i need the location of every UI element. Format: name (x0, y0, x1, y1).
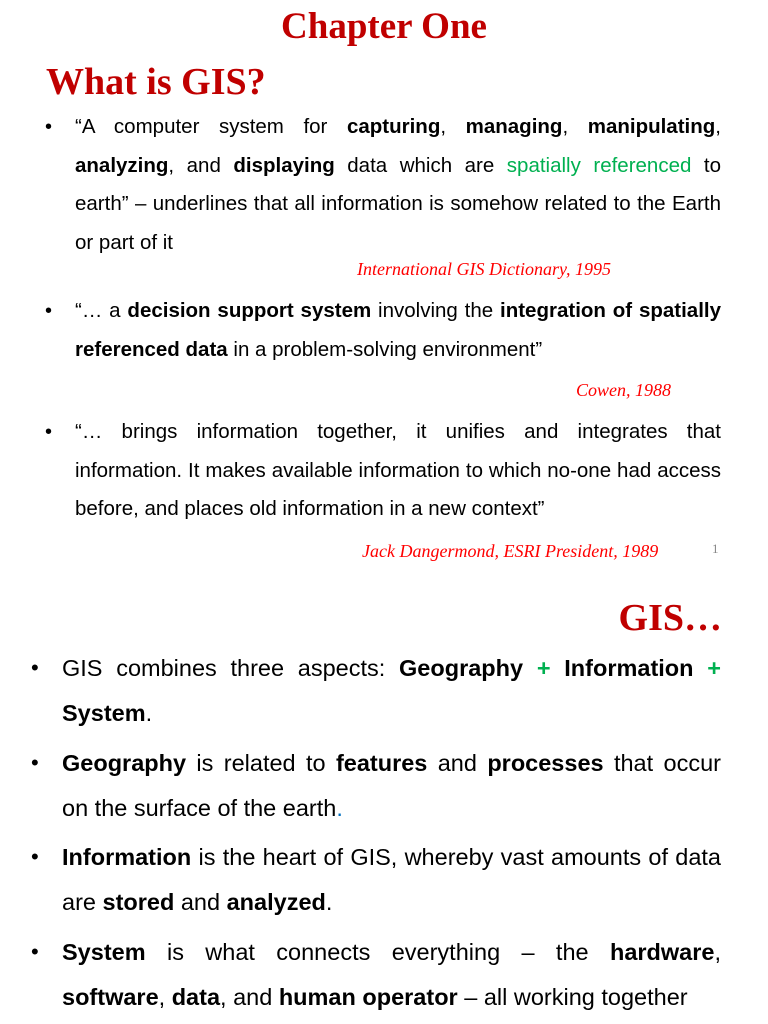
bullet-dot: • (31, 655, 39, 680)
citation-cowen: Cowen, 1988 (576, 380, 672, 400)
text: GIS combines three aspects: (62, 655, 400, 681)
bold-term: features (335, 750, 428, 776)
bullet-dot: • (45, 116, 53, 138)
gis-bullet-system (31, 930, 721, 1019)
bold-term: Information (564, 655, 694, 681)
bold-term: data (171, 983, 221, 1010)
text: , and (220, 983, 279, 1010)
text: is what connects everything – the (145, 939, 610, 965)
bullet-dot: • (31, 750, 39, 775)
text: , (562, 115, 588, 138)
highlight-term: spatially referenced (506, 153, 692, 177)
bold-term: stored (102, 888, 175, 915)
text: and (427, 750, 488, 776)
bold-term: human operator (278, 983, 458, 1010)
bold-term: Information (62, 844, 192, 870)
bold-term: managing (465, 115, 563, 138)
citation-gis-dictionary: International GIS Dictionary, 1995 (357, 259, 611, 279)
text: “… a (75, 299, 128, 322)
slide-title-what-is-gis: What is GIS? (46, 61, 266, 103)
bold-term: integration of spatially referenced data (75, 299, 721, 361)
text: . (145, 699, 153, 726)
text: that occur on the surface of the earth (62, 750, 721, 821)
bold-term: software (62, 983, 159, 1010)
bold-term: Geography (399, 655, 524, 681)
text: , (440, 115, 466, 138)
bold-term: decision support system (127, 299, 372, 322)
text: involving the (371, 299, 501, 322)
page-number: 1 (712, 541, 719, 556)
definition-bullet-2 (45, 292, 721, 369)
slide-title-gis: GIS… (618, 597, 722, 639)
chapter-title: Chapter One (281, 6, 487, 47)
text: , (715, 115, 721, 138)
bold-term: processes (487, 750, 604, 776)
bold-term: hardware (609, 939, 715, 965)
text: is the heart of GIS, whereby vast amounts of data are (62, 844, 721, 915)
text: – all working together (457, 983, 688, 1010)
bold-term: displaying (233, 153, 335, 177)
text: , (714, 939, 721, 965)
text: data which are (334, 153, 507, 177)
text: . (325, 888, 333, 915)
text: and (174, 888, 227, 915)
citation-dangermond: Jack Dangermond, ESRI President, 1989 (362, 541, 659, 561)
bullet-dot: • (45, 421, 53, 443)
definition-bullet-3 (45, 413, 721, 529)
bullet-dot: • (45, 300, 53, 322)
bold-term: System (62, 699, 146, 726)
text: is related to (186, 750, 336, 776)
bold-term: System (62, 939, 146, 965)
plus-sign: + (693, 655, 721, 681)
text: , (158, 983, 172, 1010)
gis-bullet-information (31, 835, 721, 924)
gis-bullet-aspects (31, 646, 721, 735)
bullet-dot: • (31, 844, 39, 869)
bold-term: manipulating (587, 115, 716, 138)
bold-term: analyzing (75, 153, 169, 177)
bullet-dot: • (31, 939, 39, 964)
text: , and (168, 153, 234, 177)
bold-term: Geography (62, 750, 187, 776)
plus-sign: + (523, 655, 565, 681)
text: “… brings information together, it unifies and integrates that information. It makes available information to which no-one had access before, and places old information in a new context” (75, 420, 721, 520)
period: . (336, 794, 343, 821)
text: to earth” – underlines that all information is somehow related to the Earth or part of it (75, 153, 722, 254)
definition-bullet-1 (45, 108, 722, 262)
bold-term: capturing (346, 115, 441, 138)
bold-term: analyzed (226, 888, 326, 915)
text: “A computer system for (75, 115, 347, 138)
text: in a problem-solving environment” (227, 337, 543, 361)
gis-bullet-geography (31, 741, 721, 830)
